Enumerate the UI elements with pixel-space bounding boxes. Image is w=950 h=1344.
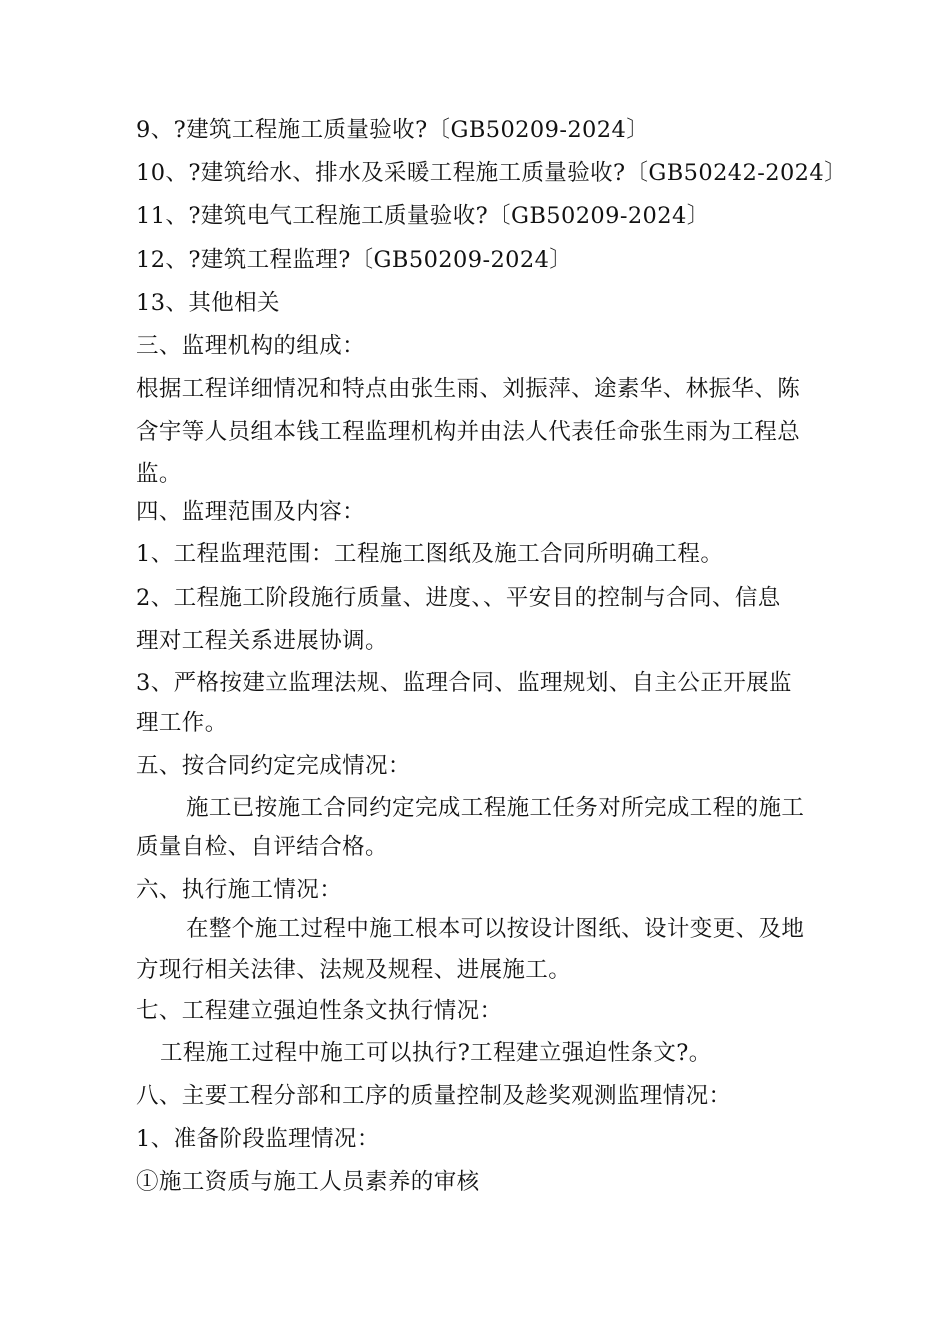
subsection-heading-1: 1、准备阶段监理情况：	[136, 1126, 380, 1152]
paragraph-line: 在整个施工过程中施工根本可以按设计图纸、设计变更、及地	[186, 916, 805, 942]
paragraph-line: 理对工程关系进展协调。	[136, 628, 388, 654]
paragraph-line: 方现行相关法律、法规及规程、进展施工。	[136, 957, 572, 983]
section-heading-6: 六、执行施工情况：	[136, 877, 343, 903]
paragraph-line: 根据工程详细情况和特点由张生雨、刘振萍、途素华、林振华、陈	[136, 376, 801, 402]
paragraph-line: 监。	[136, 461, 182, 487]
list-item-1: 1、工程监理范围：工程施工图纸及施工合同所明确工程。	[136, 541, 724, 567]
list-item-3: 3、严格按建立监理法规、监理合同、监理规划、自主公正开展监	[136, 670, 792, 696]
list-item-2: 2、工程施工阶段施行质量、进度、、平安目的控制与合同、信息	[136, 585, 781, 611]
paragraph-line: 施工已按施工合同约定完成工程施工任务对所完成工程的施工	[186, 795, 805, 821]
section-heading-4: 四、监理范围及内容：	[136, 499, 366, 525]
section-heading-3: 三、监理机构的组成：	[136, 333, 366, 359]
standard-item-12: 12、?建筑工程监理?〔GB50209-2024〕	[136, 247, 573, 273]
standard-item-9: 9、?建筑工程施工质量验收?〔GB50209-2024〕	[136, 117, 650, 143]
paragraph-line: 质量自检、自评结合格。	[136, 834, 388, 860]
paragraph-line: 工程施工过程中施工可以执行?工程建立强迫性条文?。	[160, 1040, 712, 1066]
section-heading-5: 五、按合同约定完成情况：	[136, 753, 411, 779]
section-heading-8: 八、主要工程分部和工序的质量控制及趁奖观测监理情况：	[136, 1083, 732, 1109]
section-heading-7: 七、工程建立强迫性条文执行情况：	[136, 998, 503, 1024]
paragraph-line: 理工作。	[136, 710, 228, 736]
standard-item-11: 11、?建筑电气工程施工质量验收?〔GB50209-2024〕	[136, 203, 710, 229]
standard-item-10: 10、?建筑给水、排水及采暖工程施工质量验收?〔GB50242-2024〕	[136, 160, 848, 186]
standard-item-13: 13、其他相关	[136, 290, 280, 316]
paragraph-line: 含宇等人员组本钱工程监理机构并由法人代表任命张生雨为工程总	[136, 419, 801, 445]
subsection-item-1: ①施工资质与施工人员素养的审核	[136, 1169, 480, 1195]
